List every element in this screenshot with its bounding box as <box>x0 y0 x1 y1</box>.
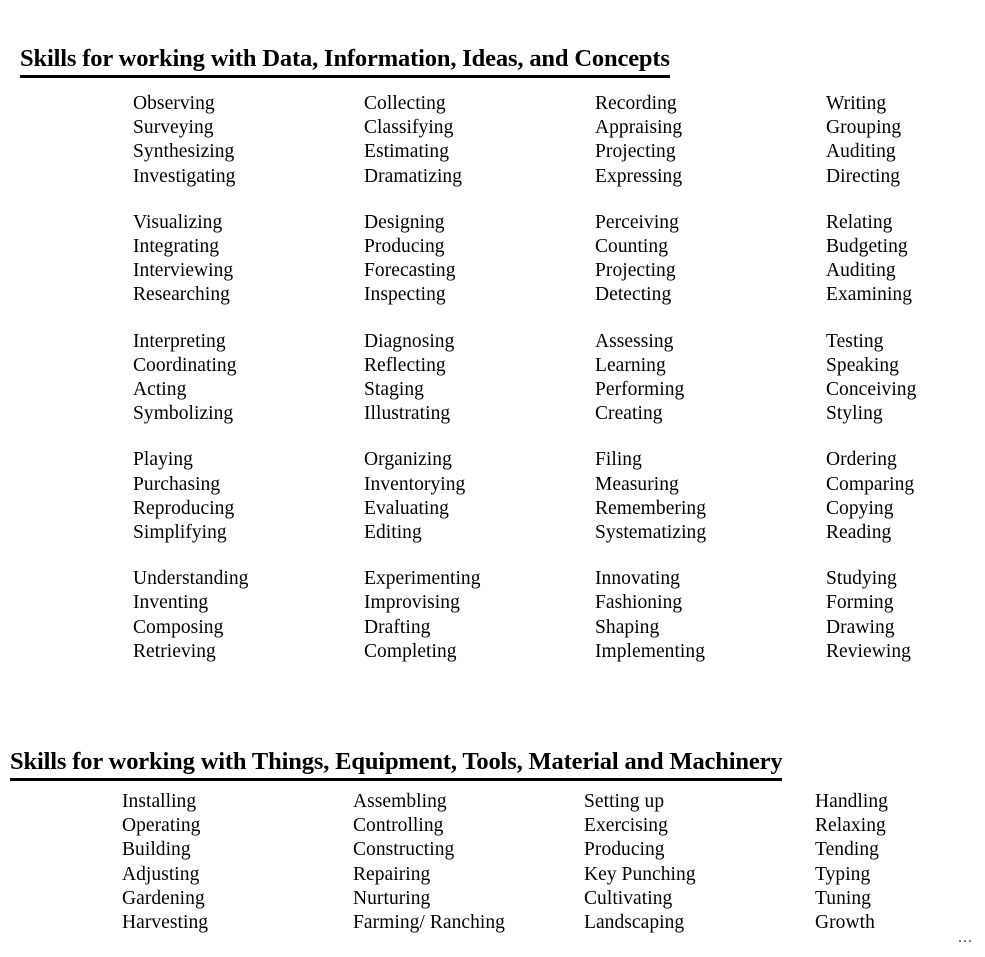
skill-item: Auditing <box>826 260 896 282</box>
skill-group <box>595 448 826 545</box>
skill-column <box>364 92 595 664</box>
skill-item: Surveying <box>133 117 214 139</box>
skill-item: Designing <box>364 211 445 233</box>
skill-item: Innovating <box>595 568 680 590</box>
skill-item: Studying <box>826 568 897 590</box>
skill-group <box>595 92 826 189</box>
skill-group <box>826 211 985 308</box>
skill-item: Harvesting <box>122 912 209 934</box>
skill-item: Handling <box>815 791 888 812</box>
skill-item: Inventing <box>133 592 209 614</box>
skill-item: Creating <box>595 403 663 425</box>
skill-group <box>595 211 826 308</box>
section-heading-data-information: Skills for working with Data, Information, Ideas, and Concepts <box>20 46 670 78</box>
skill-group <box>364 448 595 545</box>
skill-item: Expressing <box>595 165 683 187</box>
skill-column <box>826 92 985 664</box>
skill-item: Researching <box>133 284 230 306</box>
skill-item: Organizing <box>364 449 452 471</box>
skill-item: Estimating <box>364 141 449 163</box>
skill-item: Playing <box>133 449 193 471</box>
skill-item: Directing <box>826 165 901 187</box>
skill-item: Integrating <box>133 236 220 258</box>
skill-item: Collecting <box>364 93 446 114</box>
skill-item: Producing <box>584 839 665 861</box>
skill-item: Projecting <box>595 260 676 282</box>
skill-item: Adjusting <box>122 863 200 885</box>
skill-item: Reflecting <box>364 354 446 376</box>
skill-item: Typing <box>815 863 871 885</box>
skill-item: Diagnosing <box>364 330 455 352</box>
skill-column <box>133 92 364 664</box>
skill-group <box>122 790 353 935</box>
skill-column <box>122 790 353 935</box>
skill-item: Purchasing <box>133 473 221 495</box>
skill-item: Landscaping <box>584 912 685 934</box>
skill-group <box>584 790 815 935</box>
skill-item: Grouping <box>826 117 902 139</box>
skill-item: Examining <box>826 284 913 306</box>
skill-item: Relaxing <box>815 815 886 837</box>
skill-item: Staging <box>364 379 424 401</box>
skill-item: Writing <box>826 93 887 114</box>
skill-item: Inspecting <box>364 284 446 306</box>
skill-item: Detecting <box>595 284 672 306</box>
skills-grid-data-information <box>133 92 985 664</box>
skill-item: Growth <box>815 912 875 934</box>
skill-item: Ordering <box>826 449 897 471</box>
skill-group <box>133 448 364 545</box>
skill-item: Forecasting <box>364 260 456 282</box>
skill-item: Exercising <box>584 815 668 837</box>
skill-group <box>826 567 985 664</box>
skill-item: Interviewing <box>133 260 234 282</box>
skill-item: Filing <box>595 449 642 471</box>
skill-item: Dramatizing <box>364 165 463 187</box>
skill-group <box>133 567 364 664</box>
section-heading-things-equipment: Skills for working with Things, Equipment, Tools, Material and Machinery <box>10 749 782 781</box>
skill-item: Producing <box>364 236 445 258</box>
skill-item: Reading <box>826 522 892 544</box>
skill-item: Measuring <box>595 473 679 495</box>
skill-item: Building <box>122 839 191 861</box>
skill-item: Controlling <box>353 815 444 837</box>
skill-item: Auditing <box>826 141 896 163</box>
skill-item: Implementing <box>595 640 705 662</box>
skill-item: Illustrating <box>364 403 451 425</box>
skill-group <box>595 330 826 427</box>
skill-item: Shaping <box>595 616 660 638</box>
skill-item: Budgeting <box>826 236 908 258</box>
skill-item: Interpreting <box>133 330 226 352</box>
skill-group <box>364 567 595 664</box>
skill-group <box>364 211 595 308</box>
skill-item: Visualizing <box>133 211 223 233</box>
skill-item: Learning <box>595 354 666 376</box>
skills-grid-things-equipment <box>122 790 975 935</box>
skill-item: Editing <box>364 522 422 544</box>
skill-group <box>826 92 985 189</box>
skill-item: Relating <box>826 211 893 233</box>
skill-item: Improvising <box>364 592 460 614</box>
skill-item: Simplifying <box>133 522 227 544</box>
skill-item: Assessing <box>595 330 674 352</box>
skill-item: Fashioning <box>595 592 683 614</box>
skill-item: Classifying <box>364 117 454 139</box>
skill-item: Key Punching <box>584 863 696 885</box>
skill-item: Understanding <box>133 568 249 590</box>
skill-item: Drafting <box>364 616 431 638</box>
skill-item: Copying <box>826 497 894 519</box>
skill-item: Remembering <box>595 497 707 519</box>
skill-item: Speaking <box>826 354 899 376</box>
skill-item: Acting <box>133 379 187 401</box>
skill-column <box>815 790 975 935</box>
skill-group <box>133 211 364 308</box>
skill-group <box>826 330 985 427</box>
skill-item: Performing <box>595 379 685 401</box>
skill-item: Symbolizing <box>133 403 234 425</box>
skill-item: Comparing <box>826 473 915 495</box>
skill-item: Repairing <box>353 863 431 885</box>
skill-item: Projecting <box>595 141 676 163</box>
skill-item: Operating <box>122 815 201 837</box>
skill-item: Evaluating <box>364 497 449 519</box>
skill-group <box>133 330 364 427</box>
skill-item: Systematizing <box>595 522 707 544</box>
skill-item: Synthesizing <box>133 141 235 163</box>
skill-item: Farming/ Ranching <box>353 912 505 934</box>
skill-item: Recording <box>595 93 677 114</box>
skill-item: Forming <box>826 592 894 614</box>
skill-item: Styling <box>826 403 883 425</box>
skill-item: Experimenting <box>364 568 481 590</box>
skill-item: Retrieving <box>133 640 216 662</box>
skill-group <box>353 790 584 935</box>
skill-item: Constructing <box>353 839 455 861</box>
skill-item: Reviewing <box>826 640 911 662</box>
skill-group <box>595 567 826 664</box>
skill-item: Tuning <box>815 887 871 909</box>
skill-item: Tending <box>815 839 879 861</box>
skill-item: Coordinating <box>133 354 237 376</box>
skill-column <box>595 92 826 664</box>
skill-item: Cultivating <box>584 887 673 909</box>
skill-item: Assembling <box>353 791 447 812</box>
skill-group <box>133 92 364 189</box>
skill-group <box>815 790 975 935</box>
skill-item: Completing <box>364 640 457 662</box>
skill-column <box>353 790 584 935</box>
skill-item: Drawing <box>826 616 895 638</box>
skill-item: Appraising <box>595 117 683 139</box>
skill-item: Perceiving <box>595 211 679 233</box>
skill-item: Composing <box>133 616 224 638</box>
skill-group <box>364 92 595 189</box>
skill-item: Gardening <box>122 887 205 909</box>
skill-item: Testing <box>826 330 884 352</box>
skill-column <box>584 790 815 935</box>
skill-item: Inventorying <box>364 473 466 495</box>
skill-item: Observing <box>133 93 215 114</box>
skill-item: Reproducing <box>133 497 235 519</box>
skill-item: Counting <box>595 236 668 258</box>
page-ellipsis-artifact: ... <box>958 929 973 946</box>
skill-item: Conceiving <box>826 379 917 401</box>
skill-item: Investigating <box>133 165 236 187</box>
skill-item: Nurturing <box>353 887 431 909</box>
skill-item: Installing <box>122 791 197 812</box>
skill-item: Setting up <box>584 791 665 812</box>
skill-group <box>364 330 595 427</box>
skill-group <box>826 448 985 545</box>
